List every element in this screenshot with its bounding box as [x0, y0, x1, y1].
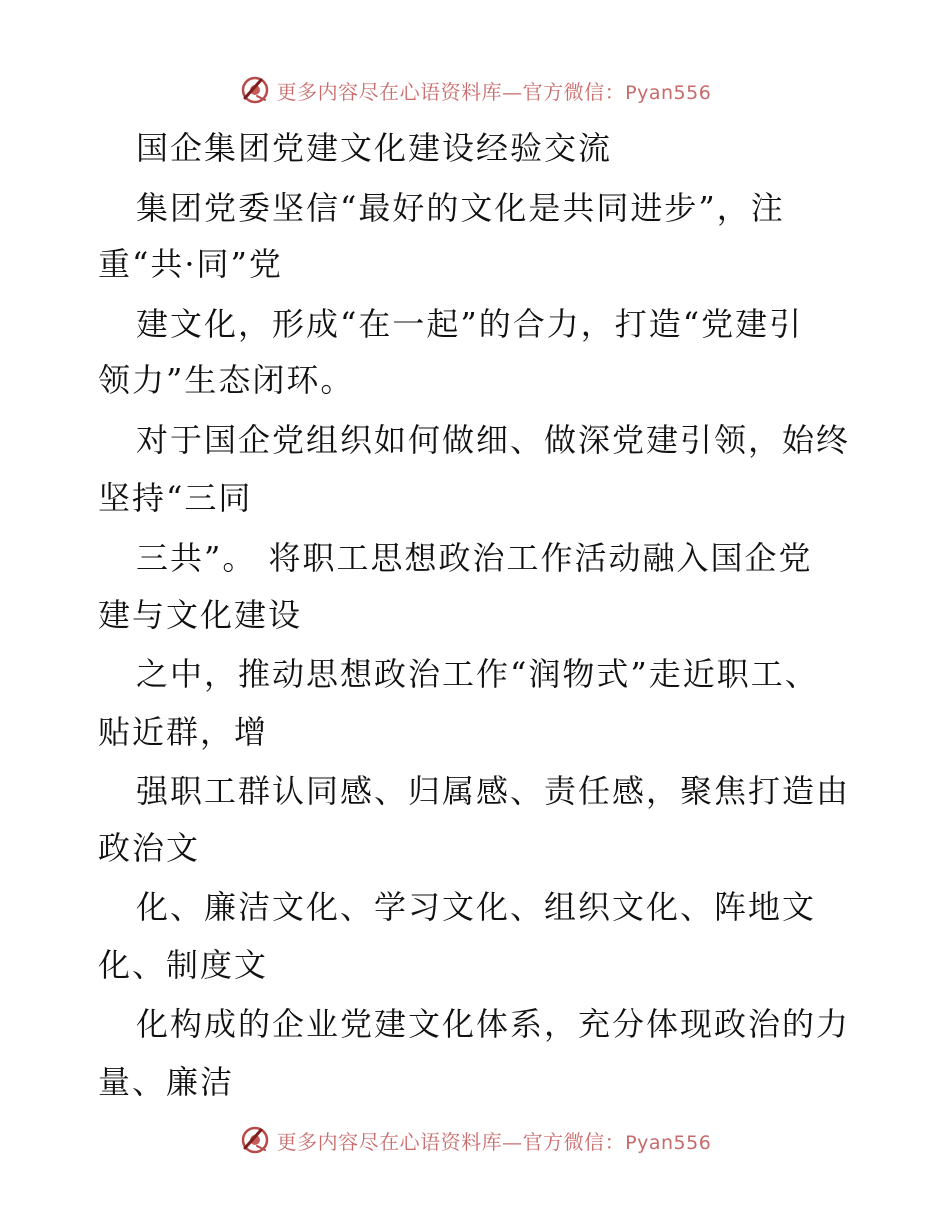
paragraph-line: 建与文化建设: [98, 596, 303, 634]
paragraph-line: 政治文: [98, 829, 201, 867]
paragraph-line: 重“共·同”党: [98, 245, 283, 283]
paragraph-line: 化、制度文: [98, 946, 269, 984]
paragraph-line: 领力”生态闭环。: [98, 361, 355, 399]
paragraph-line: 化、廉洁文化、学习文化、组织文化、阵地文: [136, 888, 817, 926]
paragraph-line: 化构成的企业党建文化体系，充分体现政治的力: [136, 1005, 851, 1043]
paragraph-line: 建文化，形成“在一起”的合力，打造“党建引: [136, 305, 804, 343]
header-watermark-banner: [0, 70, 950, 110]
paragraph-line: 对于国企党组织如何做细、做深党建引领，始终: [136, 421, 851, 459]
paragraph-line: 之中，推动思想政治工作“润物式”走近职工、: [136, 655, 819, 693]
paragraph-line: 强职工群认同感、归属感、责任感，聚焦打造由: [136, 772, 851, 810]
logo-icon: [239, 1124, 271, 1156]
watermark-text: 更多内容尽在心语资料库—官方微信：Pyan556: [276, 1129, 712, 1154]
paragraph-line: 集团党委坚信“最好的文化是共同进步”，注: [136, 189, 785, 227]
footer-watermark-banner: [0, 1120, 950, 1160]
paragraph-line: 坚持“三同: [98, 479, 253, 517]
paragraph-line: 三共”。 将职工思想政治工作活动融入国企党: [136, 539, 813, 577]
paragraph-line: 贴近群，增: [98, 713, 269, 751]
paragraph-line: 量、廉洁: [98, 1063, 235, 1101]
watermark-text: 更多内容尽在心语资料库—官方微信：Pyan556: [276, 79, 712, 104]
logo-icon: [239, 74, 271, 106]
document-title: 国企集团党建文化建设经验交流: [136, 129, 613, 167]
